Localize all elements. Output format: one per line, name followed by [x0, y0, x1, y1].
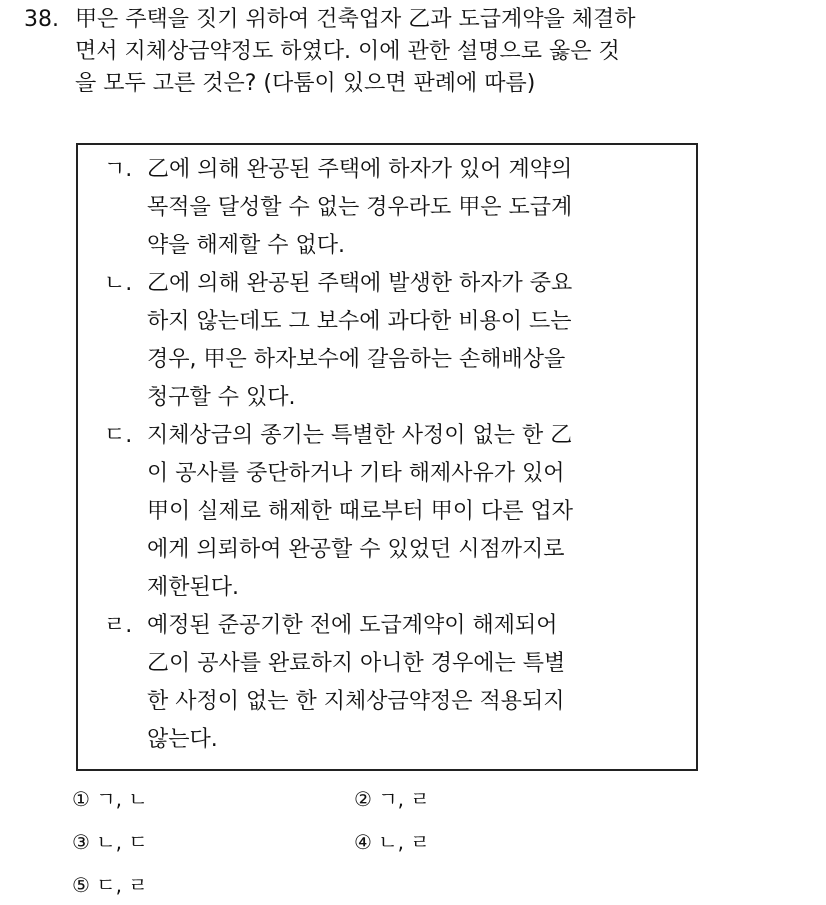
statement-marker: ㄴ. — [104, 271, 133, 296]
option-number: ③ — [72, 830, 90, 854]
statements-box — [76, 143, 698, 771]
question-line: 을 모두 고른 것은? (다툼이 있으면 판례에 따름) — [75, 71, 536, 96]
statement-line: 乙에 의해 완공된 주택에 발생한 하자가 중요 — [147, 271, 573, 296]
option-text: ㄱ, ㄹ — [378, 787, 430, 811]
statement-marker: ㄱ. — [104, 157, 133, 182]
statement-line: 하지 않는데도 그 보수에 과다한 비용이 드는 — [147, 309, 572, 334]
option-text: ㄷ, ㄹ — [96, 873, 148, 897]
option-number: ② — [354, 787, 372, 811]
option-number: ④ — [354, 830, 372, 854]
statement-marker: ㄷ. — [104, 423, 133, 448]
statement-line: 제한된다. — [147, 575, 240, 600]
statement-line: 경우, 甲은 하자보수에 갈음하는 손해배상을 — [147, 347, 566, 372]
option-5[interactable] — [72, 872, 148, 898]
statement-line: 한 사정이 없는 한 지체상금약정은 적용되지 — [147, 689, 565, 714]
statement-da — [104, 417, 696, 607]
statement-line: 약을 해제할 수 없다. — [147, 233, 345, 258]
statement-line: 에게 의뢰하여 완공할 수 있었던 시점까지로 — [147, 537, 565, 562]
option-1[interactable] — [72, 786, 148, 812]
statement-line: 청구할 수 있다. — [147, 385, 296, 410]
statement-line: 乙에 의해 완공된 주택에 하자가 있어 계약의 — [147, 157, 573, 182]
statement-line: 않는다. — [147, 727, 218, 752]
statement-line: 지체상금의 종기는 특별한 사정이 없는 한 乙 — [147, 423, 573, 448]
statement-line: 목적을 달성할 수 없는 경우라도 甲은 도급계 — [147, 195, 573, 220]
option-number: ① — [72, 787, 90, 811]
option-text: ㄴ, ㄹ — [378, 830, 430, 854]
option-text: ㄱ, ㄴ — [96, 787, 148, 811]
option-3[interactable] — [72, 829, 148, 855]
question-line — [24, 4, 636, 36]
statement-line: 乙이 공사를 완료하지 아니한 경우에는 특별 — [147, 651, 566, 676]
statement-line: 이 공사를 중단하거나 기타 해제사유가 있어 — [147, 461, 565, 486]
question-number: 38. — [24, 7, 59, 32]
option-number: ⑤ — [72, 873, 90, 897]
option-2[interactable] — [354, 786, 430, 812]
statement-line: 예정된 준공기한 전에 도급계약이 해제되어 — [147, 613, 558, 638]
question-line: 면서 지체상금약정도 하였다. 이에 관한 설명으로 옳은 것 — [75, 39, 620, 64]
statement-line: 甲이 실제로 해제한 때로부터 甲이 다른 업자 — [147, 499, 573, 524]
question-text: 甲은 주택을 짓기 위하여 건축업자 乙과 도급계약을 체결하 — [75, 7, 636, 32]
statement-ga — [104, 151, 696, 265]
option-text: ㄴ, ㄷ — [96, 830, 148, 854]
statement-na — [104, 265, 696, 417]
statement-marker: ㄹ. — [104, 613, 133, 638]
statement-ra — [104, 607, 696, 759]
question-stem — [24, 4, 636, 100]
option-4[interactable] — [354, 829, 430, 855]
